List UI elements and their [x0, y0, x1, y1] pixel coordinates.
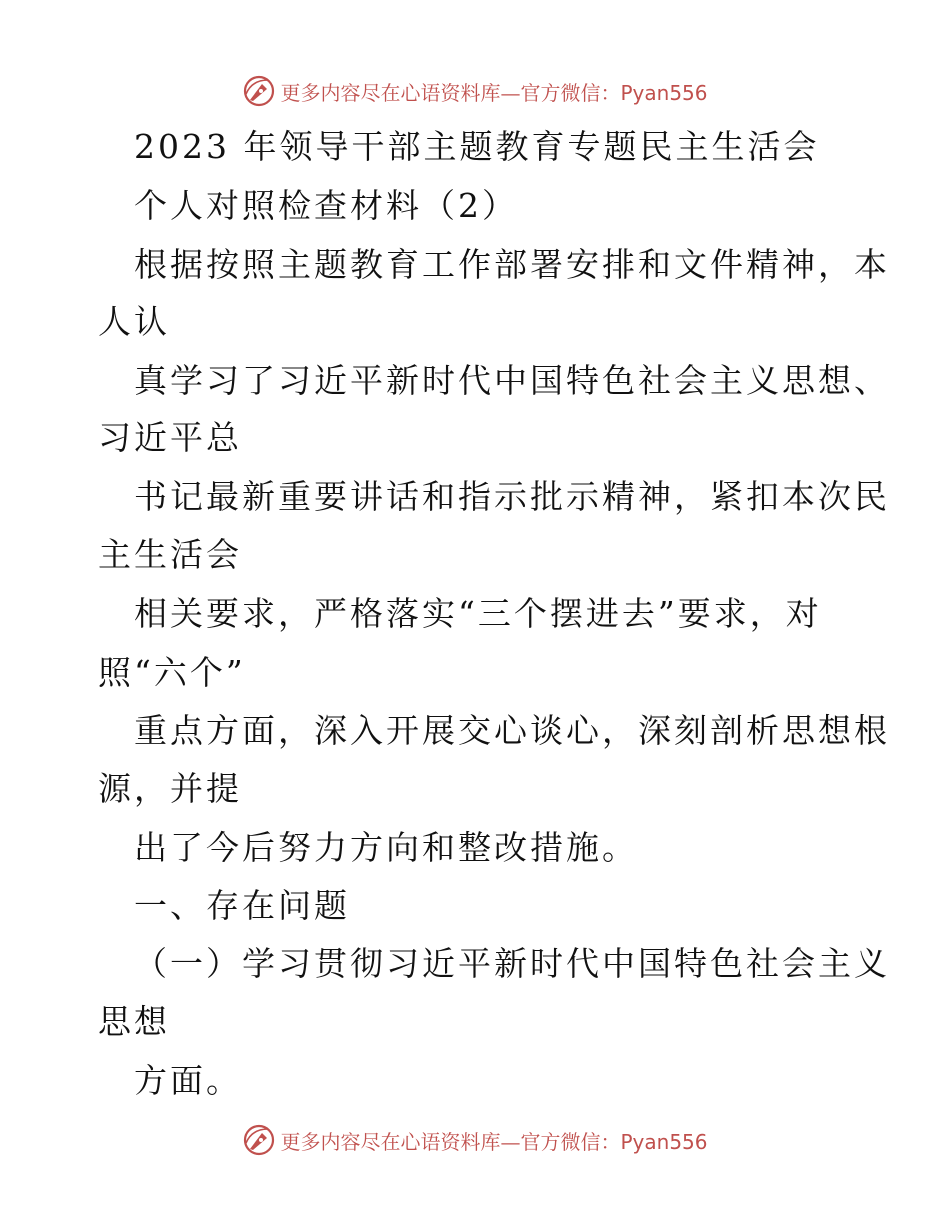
paragraph-line: 主生活会 [98, 535, 242, 574]
paragraph-line: 出了今后努力方向和整改措施。 [134, 828, 638, 867]
watermark-separator: — [500, 80, 521, 105]
watermark-site-text: 更多内容尽在心语资料库 [280, 80, 501, 105]
subsection-heading: （一）学习贯彻习近平新时代中国特色社会主义 [134, 944, 890, 983]
watermark-wechat-id: Pyan556 [620, 1129, 708, 1154]
watermark-text [280, 77, 707, 106]
watermark-wechat-label: 官方微信： [520, 80, 621, 105]
pen-nib-logo-icon [242, 74, 276, 108]
watermark-wechat-id: Pyan556 [620, 80, 708, 105]
document-title-line-1: 2023 年领导干部主题教育专题民主生活会 [134, 127, 820, 166]
header-watermark [0, 71, 950, 111]
paragraph-line: 重点方面，深入开展交心谈心，深刻剖析思想根 [134, 711, 890, 750]
paragraph-line: 根据按照主题教育工作部署安排和文件精神，本 [134, 245, 890, 284]
paragraph-line: 照“六个” [98, 653, 246, 692]
paragraph-line: 相关要求，严格落实“三个摆进去”要求，对 [134, 594, 822, 633]
paragraph-line: 方面。 [134, 1061, 242, 1100]
watermark-wechat-label: 官方微信： [520, 1129, 621, 1154]
footer-watermark [0, 1120, 950, 1160]
paragraph-line: 习近平总 [98, 418, 242, 457]
watermark-text [280, 1126, 707, 1155]
watermark-site-text: 更多内容尽在心语资料库 [280, 1129, 501, 1154]
document-title-line-2: 个人对照检查材料（2） [134, 186, 518, 225]
subsection-heading-continued: 思想 [98, 1002, 170, 1041]
pen-nib-logo-icon [242, 1123, 276, 1157]
watermark-separator: — [500, 1129, 521, 1154]
section-heading: 一、存在问题 [134, 886, 350, 925]
paragraph-line: 源，并提 [98, 769, 242, 808]
paragraph-line: 人认 [98, 302, 170, 341]
paragraph-line: 真学习了习近平新时代中国特色社会主义思想、 [134, 361, 890, 400]
paragraph-line: 书记最新重要讲话和指示批示精神，紧扣本次民 [134, 477, 890, 516]
